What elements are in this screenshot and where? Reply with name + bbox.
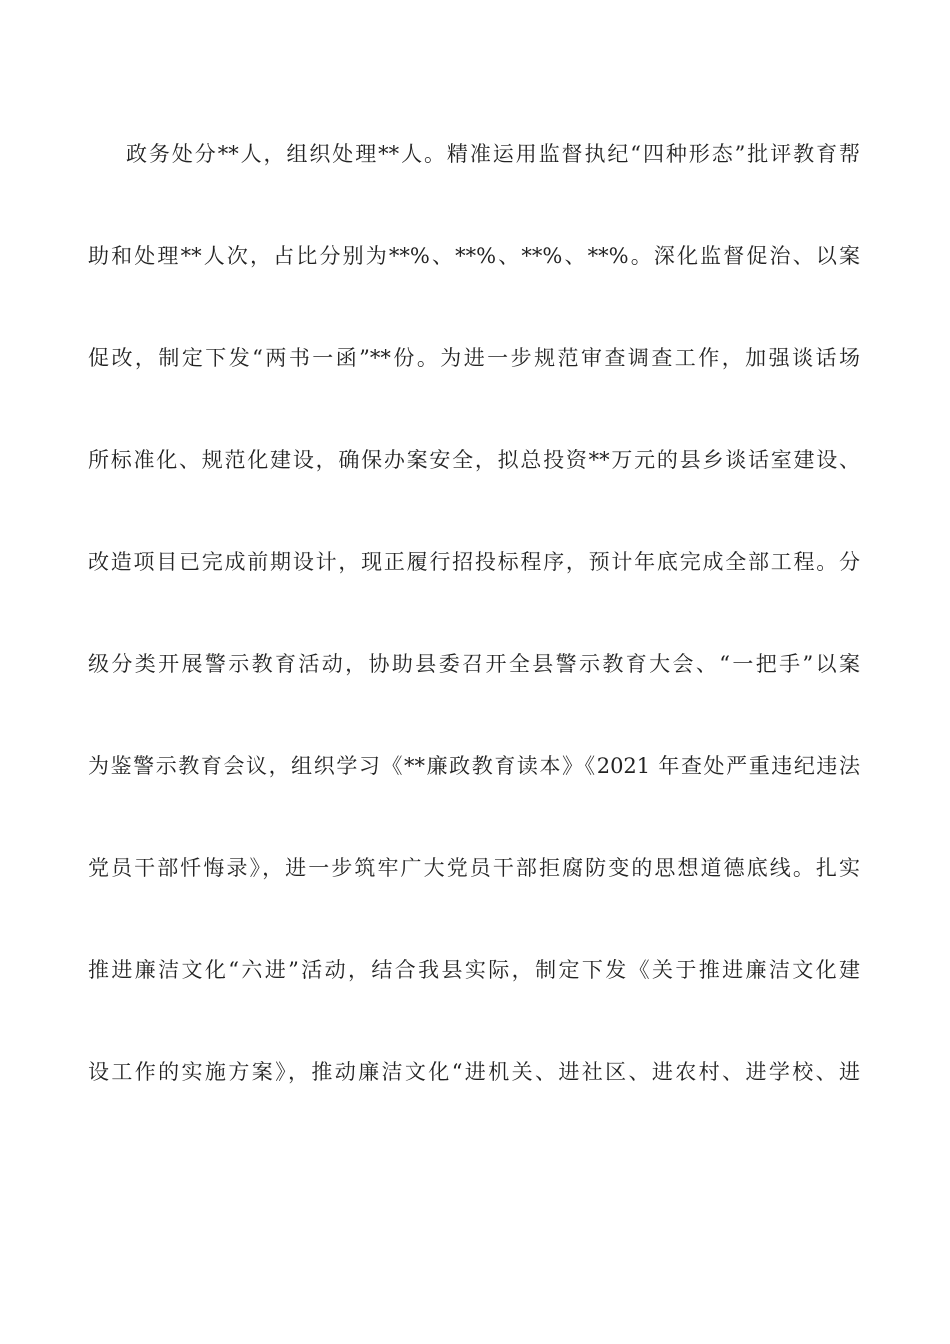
text-line: 级分类开展警示教育活动，协助县委召开全县警示教育大会、“一把手”以案: [88, 652, 860, 676]
text-line: 改造项目已完成前期设计，现正履行招投标程序，预计年底完成全部工程。分: [88, 550, 860, 574]
text-line: 为鉴警示教育会议，组织学习《**廉政教育读本》《2021 年查处严重违纪违法: [88, 754, 860, 778]
text-line: 推进廉洁文化“六进”活动，结合我县实际，制定下发《关于推进廉洁文化建: [88, 958, 860, 982]
text-line: 政务处分**人，组织处理**人。精准运用监督执纪“四种形态”批评教育帮: [126, 142, 860, 166]
body-paragraph: [88, 128, 860, 1148]
text-line: 所标准化、规范化建设，确保办案安全，拟总投资**万元的县乡谈话室建设、: [88, 448, 860, 472]
text-line: 党员干部忏悔录》，进一步筑牢广大党员干部拒腐防变的思想道德底线。扎实: [88, 856, 860, 880]
text-line: 助和处理**人次，占比分别为**%、**%、**%、**%。深化监督促治、以案: [88, 244, 860, 268]
text-line: 促改，制定下发“两书一函”**份。为进一步规范审查调查工作，加强谈话场: [88, 346, 860, 370]
text-line: 设工作的实施方案》，推动廉洁文化“进机关、进社区、进农村、进学校、进: [88, 1060, 860, 1084]
